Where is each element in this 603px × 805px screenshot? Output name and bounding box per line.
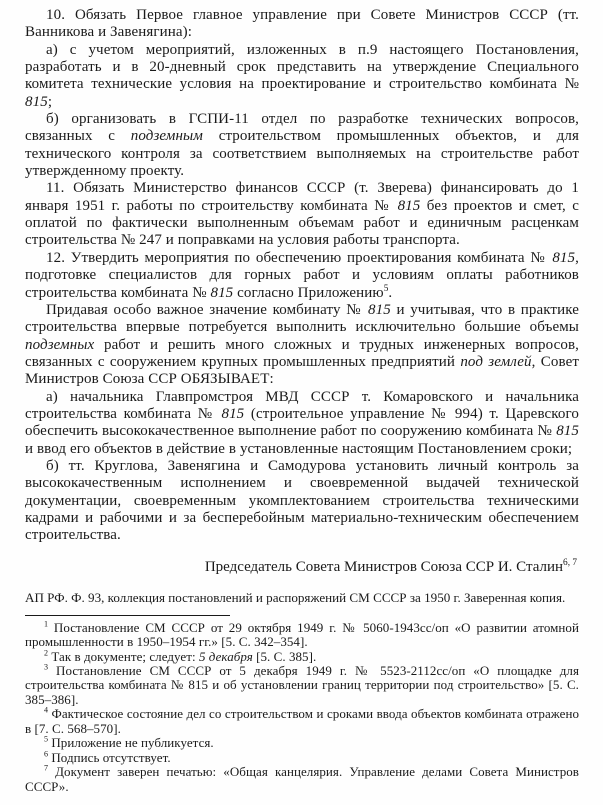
footnote-4: $^4$ Фактическое состояние дел со строительством и сроками ввода объектов комбината отражено в [7. С. 568–570]. bbox=[25, 706, 579, 736]
footnote-6: $^6$ Подпись отсутствует. bbox=[44, 749, 171, 765]
footnotes-section bbox=[25, 621, 579, 794]
paragraph-10b: б) организовать в ГСПИ-11 отдел по разработке технических вопросов, связанных с подземным строительством промышленных объектов, и для технического контроля за соответствием выполняемых на строительстве работ утвержденному проекту. bbox=[25, 111, 580, 180]
signature-line: Председатель Совета Министров Союза ССР И. Сталин$^{6, 7}$ bbox=[204, 557, 577, 575]
paragraph-obligates-b: б) тт. Круглова, Завенягина и Самодурова установить личный контроль за высококачественным исполнением и своевременной выдачей технической документации, своевременным укомплектованием строительства техническими кадрами и рабочими и за бесперебойным материально-техническим обеспечением строительства. bbox=[25, 457, 579, 544]
paragraph-10: 10. Обязать Первое главное управление при Совете Министров СССР (тт. Ванникова и Завенягина): bbox=[25, 7, 579, 41]
footnote-5: $^5$ Приложение не публикуется. bbox=[44, 734, 214, 751]
footnote-1: $^1$ Постановление СМ СССР от 29 октября 1949 г. № 5060-1943сс/оп «О развитии атомной промышленности в 1950–1954 гг.» [5. С. 342–354]. bbox=[25, 619, 579, 650]
paragraph-10a: а) с учетом мероприятий, изложенных в п.9 настоящего Постановления, разработать и в 20-дневный срок представить на утверждение Специального комитета технические условия на проектирование и строительство комбината № 815; bbox=[25, 41, 579, 110]
footnote-3: $^3$ Постановление СМ СССР от 5 декабря 1949 г. № 5523-2112сс/оп «О площадке для строительства комбината № 815 и об установлении границ территории под строительство» [5. С. 385–386]. bbox=[25, 662, 579, 707]
paragraph-11: 11. Обязать Министерство финансов СССР (т. Зверева) финансировать до 1 января 1951 г. работы по строительству комбината № 815 без проектов и смет, с оплатой по фактически выполненным объемам работ и единичным расценкам строительства № 247 и поправками на условия работы транспорта. bbox=[25, 180, 579, 249]
footnote-separator bbox=[25, 615, 230, 616]
paragraph-obligates-a: а) начальника Главпромстроя МВД СССР т. Комаровского и начальника строительства комбината № 815 (строительное управление № 994) т. Царевского обеспечить высококачественное выполнение работ по сооружению комбината № 815 и ввод его объектов в действие в установленные настоящим Постановлением сроки; bbox=[25, 388, 579, 457]
footnote-7: $^7$ Документ заверен печатью: «Общая канцелярия. Управление делами Совета Министров СССР». bbox=[25, 763, 579, 794]
paragraph-preamble: Придавая особо важное значение комбинату № 815 и учитывая, что в практике строительства впервые потребуется выполнить исключительно большие объемы подземных работ и решить много сложных и трудных инженерных вопросов, связанных с сооружением крупных промышленных предприятий под землей, Совет Министров Союза ССР ОБЯЗЫВАЕТ: bbox=[25, 301, 579, 388]
footnote-2: $^2$ Так в документе; следует: 5 декабря [5. С. 385]. bbox=[44, 648, 317, 664]
paragraph-12: 12. Утвердить мероприятия по обеспечению проектирования комбината № 815, подготовке специалистов для горных работ и условиям оплаты работников строительства комбината № 815 согласно Приложению$^5$. bbox=[25, 249, 579, 301]
document-body bbox=[25, 7, 579, 545]
archive-reference: АП РФ. Ф. 93, коллекция постановлений и распоряжений СМ СССР за 1950 г. Заверенная копия. bbox=[25, 589, 566, 605]
